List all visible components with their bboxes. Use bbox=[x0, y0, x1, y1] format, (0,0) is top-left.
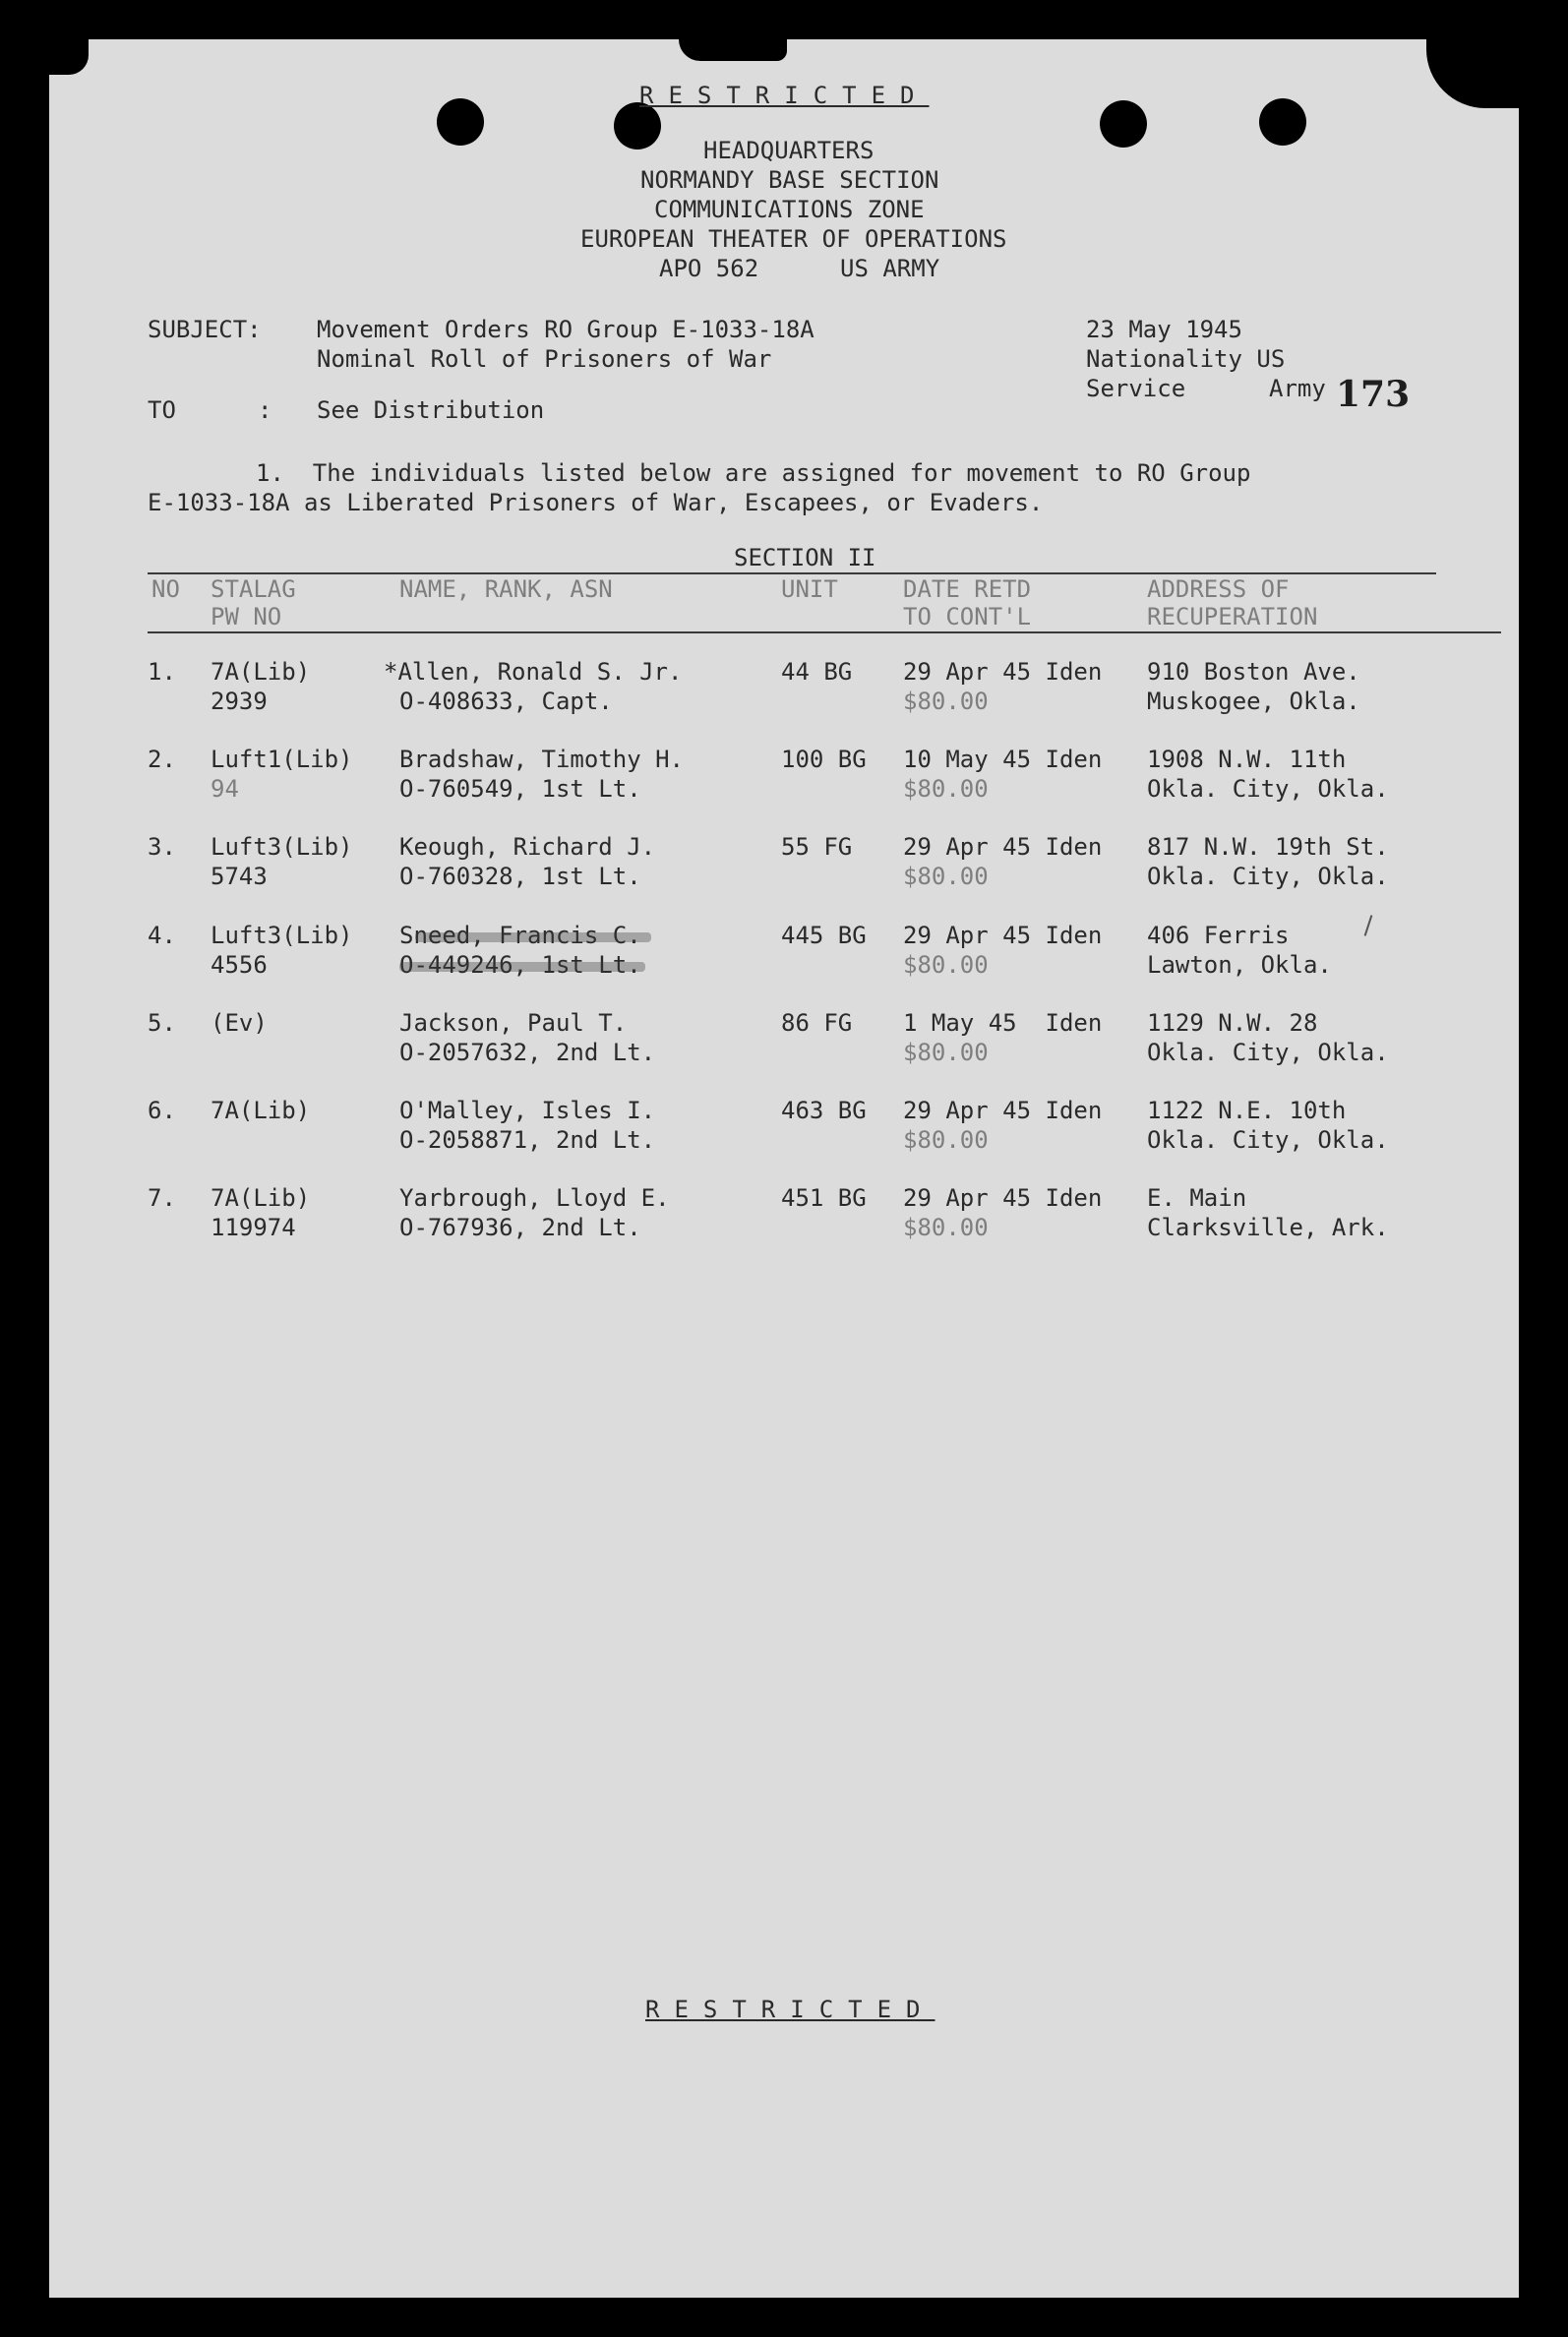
row-date: 29 Apr 45 Iden bbox=[903, 833, 1103, 861]
row-name: Sneed, Francis C. bbox=[399, 922, 641, 949]
row-pay: $80.00 bbox=[903, 951, 989, 979]
row-address-1: 1908 N.W. 11th bbox=[1147, 746, 1347, 773]
row-stalag: (Ev) bbox=[211, 1009, 268, 1037]
row-unit: 86 FG bbox=[781, 1009, 853, 1037]
punch-hole bbox=[437, 98, 484, 146]
header-line-3: COMMUNICATIONS ZONE bbox=[654, 196, 925, 223]
row-address-2: Okla. City, Okla. bbox=[1147, 775, 1389, 803]
row-no: 4. bbox=[148, 922, 176, 949]
row-asn: O-760549, 1st Lt. bbox=[399, 775, 641, 803]
row-asn: O-2057632, 2nd Lt. bbox=[399, 1039, 656, 1066]
row-address-1: 910 Boston Ave. bbox=[1147, 658, 1360, 686]
torn-edge bbox=[679, 39, 787, 61]
row-asn: O-449246, 1st Lt. bbox=[399, 951, 641, 979]
row-name: Jackson, Paul T. bbox=[399, 1009, 628, 1037]
row-date: 10 May 45 Iden bbox=[903, 746, 1103, 773]
col-header-recuperation: RECUPERATION bbox=[1147, 603, 1318, 630]
to-value: See Distribution bbox=[317, 396, 545, 424]
row-unit: 55 FG bbox=[781, 833, 853, 861]
col-header-pw-no: PW NO bbox=[211, 603, 282, 630]
row-pay: $80.00 bbox=[903, 1126, 989, 1154]
row-stalag: Luft1(Lib) bbox=[211, 746, 353, 773]
row-date: 29 Apr 45 Iden bbox=[903, 1184, 1103, 1212]
row-pw-no: 119974 bbox=[211, 1214, 296, 1241]
row-date: 29 Apr 45 Iden bbox=[903, 658, 1103, 686]
row-no: 7. bbox=[148, 1184, 176, 1212]
row-stalag: Luft3(Lib) bbox=[211, 833, 353, 861]
document-page bbox=[49, 39, 1519, 2298]
row-date: 1 May 45 Iden bbox=[903, 1009, 1103, 1037]
row-unit: 445 BG bbox=[781, 922, 867, 949]
row-name: O'Malley, Isles I. bbox=[399, 1097, 656, 1124]
punch-hole bbox=[1100, 100, 1147, 148]
row-asn: O-760328, 1st Lt. bbox=[399, 863, 641, 890]
page-number-stamp: 173 bbox=[1336, 374, 1411, 415]
row-pay: $80.00 bbox=[903, 688, 989, 715]
col-header-stalag: STALAG bbox=[211, 575, 296, 603]
row-no: 5. bbox=[148, 1009, 176, 1037]
header-line-4: EUROPEAN THEATER OF OPERATIONS bbox=[580, 225, 1007, 253]
row-date: 29 Apr 45 Iden bbox=[903, 1097, 1103, 1124]
row-pw-no: 4556 bbox=[211, 951, 268, 979]
row-date: 29 Apr 45 Iden bbox=[903, 922, 1103, 949]
row-pw-no: 5743 bbox=[211, 863, 268, 890]
row-address-2: Okla. City, Okla. bbox=[1147, 863, 1389, 890]
row-name: Bradshaw, Timothy H. bbox=[399, 746, 684, 773]
row-no: 2. bbox=[148, 746, 176, 773]
row-pw-no: 94 bbox=[211, 775, 239, 803]
row-pay: $80.00 bbox=[903, 1039, 989, 1066]
header-army: US ARMY bbox=[840, 255, 940, 282]
paragraph-line-1: 1. The individuals listed below are assigned for movement to RO Group bbox=[256, 459, 1251, 487]
col-header-date: DATE RETD bbox=[903, 575, 1032, 603]
smudge-mark bbox=[415, 932, 651, 942]
row-stalag: 7A(Lib) bbox=[211, 658, 311, 686]
row-address-2: Clarksville, Ark. bbox=[1147, 1214, 1389, 1241]
row-pw-no: 2939 bbox=[211, 688, 268, 715]
col-header-unit: UNIT bbox=[781, 575, 838, 603]
row-no: 6. bbox=[148, 1097, 176, 1124]
col-header-name: NAME, RANK, ASN bbox=[399, 575, 613, 603]
row-stalag: Luft3(Lib) bbox=[211, 922, 353, 949]
header-line-2: NORMANDY BASE SECTION bbox=[640, 166, 939, 194]
row-unit: 44 BG bbox=[781, 658, 853, 686]
row-address-2: Muskogee, Okla. bbox=[1147, 688, 1360, 715]
row-pay: $80.00 bbox=[903, 863, 989, 890]
restricted-bottom: RESTRICTED bbox=[645, 1996, 935, 2023]
row-address-1: 1129 N.W. 28 bbox=[1147, 1009, 1318, 1037]
row-name: Yarbrough, Lloyd E. bbox=[399, 1184, 670, 1212]
pencil-tick bbox=[1364, 915, 1373, 936]
row-asn: O-767936, 2nd Lt. bbox=[399, 1214, 641, 1241]
row-pay: $80.00 bbox=[903, 775, 989, 803]
row-no: 1. bbox=[148, 658, 176, 686]
punch-hole bbox=[1259, 98, 1306, 146]
torn-edge bbox=[1426, 39, 1519, 108]
header-line-1: HEADQUARTERS bbox=[703, 137, 874, 164]
row-no: 3. bbox=[148, 833, 176, 861]
smudge-mark bbox=[399, 962, 645, 972]
header-bottom-rule bbox=[148, 631, 1501, 633]
row-address-2: Okla. City, Okla. bbox=[1147, 1126, 1389, 1154]
memo-service-value: Army bbox=[1269, 375, 1326, 402]
header-apo: APO 562 bbox=[659, 255, 759, 282]
torn-edge bbox=[49, 39, 89, 75]
paragraph-line-2: E-1033-18A as Liberated Prisoners of War, Escapees, or Evaders. bbox=[148, 489, 1044, 516]
subject-label: SUBJECT: bbox=[148, 316, 262, 343]
restricted-top: RESTRICTED bbox=[639, 82, 930, 109]
row-stalag: 7A(Lib) bbox=[211, 1097, 311, 1124]
row-stalag: 7A(Lib) bbox=[211, 1184, 311, 1212]
row-address-1: 406 Ferris bbox=[1147, 922, 1290, 949]
col-header-no: NO bbox=[151, 575, 180, 603]
row-unit: 463 BG bbox=[781, 1097, 867, 1124]
to-separator: : bbox=[258, 396, 272, 424]
row-address-1: E. Main bbox=[1147, 1184, 1247, 1212]
row-asn: O-2058871, 2nd Lt. bbox=[399, 1126, 656, 1154]
memo-date: 23 May 1945 bbox=[1086, 316, 1242, 343]
section-title: SECTION II bbox=[734, 544, 876, 571]
memo-nationality: Nationality US bbox=[1086, 345, 1286, 373]
row-name: *Allen, Ronald S. Jr. bbox=[384, 658, 683, 686]
subject-line-1: Movement Orders RO Group E-1033-18A bbox=[317, 316, 814, 343]
to-label: TO bbox=[148, 396, 176, 424]
row-address-2: Lawton, Okla. bbox=[1147, 951, 1332, 979]
col-header-cont: TO CONT'L bbox=[903, 603, 1032, 630]
col-header-address: ADDRESS OF bbox=[1147, 575, 1290, 603]
row-pay: $80.00 bbox=[903, 1214, 989, 1241]
row-address-2: Okla. City, Okla. bbox=[1147, 1039, 1389, 1066]
row-unit: 451 BG bbox=[781, 1184, 867, 1212]
row-address-1: 817 N.W. 19th St. bbox=[1147, 833, 1389, 861]
row-unit: 100 BG bbox=[781, 746, 867, 773]
row-name: Keough, Richard J. bbox=[399, 833, 656, 861]
row-asn: O-408633, Capt. bbox=[399, 688, 613, 715]
subject-line-2: Nominal Roll of Prisoners of War bbox=[317, 345, 772, 373]
memo-service-label: Service bbox=[1086, 375, 1186, 402]
row-address-1: 1122 N.E. 10th bbox=[1147, 1097, 1347, 1124]
